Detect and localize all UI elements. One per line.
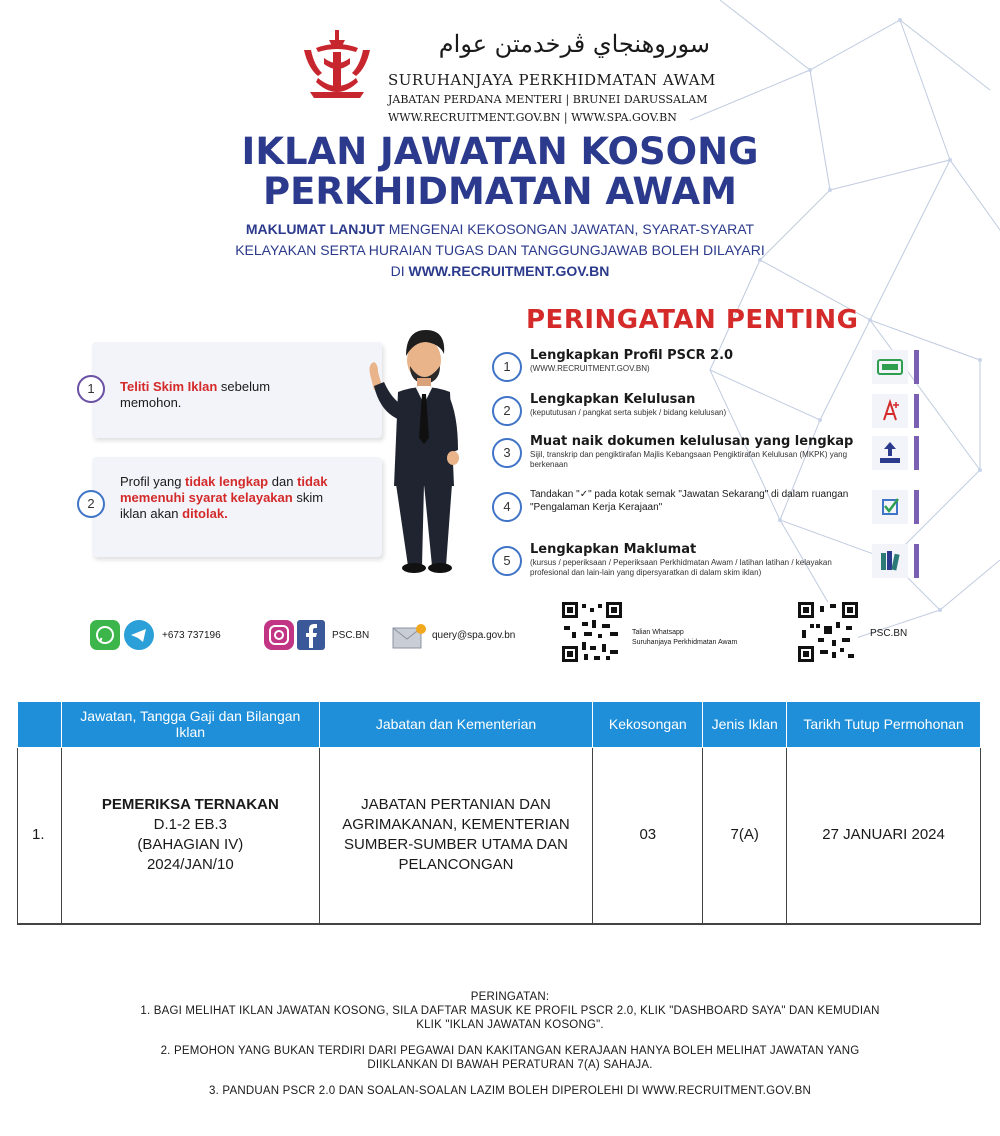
notice-card-1 (87, 342, 382, 438)
info-line3-prefix: DI (390, 263, 405, 279)
notice-text-part: Profil yang (120, 474, 182, 489)
phone-number: +673 737196 (162, 630, 221, 641)
notice-highlight: tidak memenuhi syarat kelayakan (120, 474, 328, 505)
page-title-line2: PERKHIDMATAN AWAM (262, 170, 737, 213)
reminder-item (492, 542, 924, 582)
qr-caption-line2: Suruhanjaya Perkhidmatan Awam (632, 639, 738, 646)
org-department: JABATAN PERDANA MENTERI | BRUNEI DARUSSALAM (388, 93, 708, 106)
reminder-bar (914, 544, 919, 578)
notice-highlight: ditolak. (182, 506, 228, 521)
cell-no: 1. (18, 747, 62, 924)
social-handle: PSC.BN (332, 630, 370, 641)
notice-text-part: dan (271, 474, 294, 489)
reminder-item (492, 392, 924, 432)
reminder-main: Tandakan "✓" pada kotak semak "Jawatan Sekarang" di dalam ruangan "Pengalaman Kerja Kerajaan" (530, 489, 849, 513)
note-item: 2. PEMOHON YANG BUKAN TERDIRI DARI PEGAWAI DAN KAKITANGAN KERAJAAN HANYA BOLEH MELIHAT JAWATAN YANG DIIKLANKAN DI BAWAH PERATURAN 7(A) SAHAJA. (160, 1045, 860, 1071)
notes-title: PERINGATAN: (470, 991, 550, 1003)
upload-icon (872, 436, 908, 470)
reminder-text (530, 434, 860, 470)
col-header-no (18, 702, 62, 747)
reminder-text (530, 348, 860, 374)
network-background (690, 0, 1000, 690)
col-header-jenis: Jenis Iklan (703, 702, 787, 747)
reminder-number: 3 (492, 438, 522, 468)
footer-notes (130, 990, 890, 1110)
reminder-sub: (kepututusan / pangkat serta subjek / bidang kelulusan) (530, 408, 727, 417)
reminder-text (530, 392, 860, 418)
reminder-sub: Sijil, transkrip dan pengiktirafan Majlis Kebangsaan Pengiktirafan Kelulusan (MKPK) yang berkenaan (530, 450, 848, 469)
reminder-main: Lengkapkan Kelulusan (530, 392, 696, 407)
col-header-jawatan: Jawatan, Tangga Gaji dan Bilangan Iklan (61, 702, 319, 747)
notice-number: 2 (77, 490, 105, 518)
col-header-tarikh: Tarikh Tutup Permohonan (787, 702, 981, 747)
reminder-bar (914, 350, 919, 384)
notice-card-2 (87, 457, 382, 557)
instagram-icon[interactable] (264, 620, 294, 650)
checkbox-icon (872, 490, 908, 524)
org-name: SURUHANJAYA PERKHIDMATAN AWAM (388, 71, 716, 89)
reminder-main: Muat naik dokumen kelulusan yang lengkap (530, 434, 854, 449)
qr-caption (632, 628, 737, 648)
reminder-number: 4 (492, 492, 522, 522)
businessman-illustration (362, 322, 480, 574)
ad-number: 2024/JAN/10 (146, 856, 234, 874)
reminder-item (492, 488, 924, 528)
reminder-bar (914, 436, 919, 470)
notice-number: 1 (77, 375, 105, 403)
qr-code-whatsapp[interactable] (562, 602, 622, 662)
reminder-number: 5 (492, 546, 522, 576)
email-address[interactable]: query@spa.gov.bn (432, 630, 516, 641)
info-line1-text: MENGENAI KEKOSONGAN JAWATAN, SYARAT-SYARAT (388, 221, 755, 237)
qr-caption-line1: Talian Whatsapp (632, 629, 684, 636)
id-card-icon (872, 350, 908, 384)
col-header-jabatan: Jabatan dan Kementerian (319, 702, 593, 747)
cell-jabatan: JABATAN PERTANIAN DAN AGRIMAKANAN, KEMENTERIAN SUMBER-SUMBER UTAMA DAN PELANCONGAN (319, 747, 593, 924)
org-name-jawi: سوروهنجاي ڤرخدمتن عوام (438, 30, 710, 58)
reminder-main: Lengkapkan Profil PSCR 2.0 (530, 348, 734, 363)
notice-text (120, 379, 320, 411)
info-line3 (0, 261, 1000, 282)
vacancy-table (17, 702, 981, 925)
reminder-main: Lengkapkan Maklumat (530, 542, 697, 557)
facebook-icon[interactable] (297, 620, 325, 650)
col-header-kekosongan: Kekosongan (593, 702, 703, 747)
cell-kekosongan: 03 (593, 747, 703, 924)
recruitment-link[interactable]: WWW.RECRUITMENT.GOV.BN (408, 263, 610, 279)
peringatan-penting-title: PERINGATAN PENTING (526, 305, 859, 335)
notice-rest: sebelum memohon. (120, 379, 271, 410)
note-item: 3. PANDUAN PSCR 2.0 DAN SOALAN-SOALAN LAZIM BOLEH DIPEROLEHI DI WWW.RECRUITMENT.GOV.BN (209, 1085, 811, 1097)
reminder-sub: (WWW.RECRUITMENT.GOV.BN) (530, 364, 650, 373)
notice-text-part: skim iklan akan (120, 490, 324, 521)
reminder-number: 2 (492, 396, 522, 426)
reminder-bar (914, 394, 919, 428)
reminder-item (492, 434, 924, 474)
cell-jenis: 7(A) (703, 747, 787, 924)
reminder-number: 1 (492, 352, 522, 382)
notice-highlight: Teliti Skim Iklan (120, 379, 218, 394)
reminder-bar (914, 490, 919, 524)
division: (BAHAGIAN IV) (137, 836, 244, 854)
books-icon (872, 544, 908, 578)
page-title-line1: IKLAN JAWATAN KOSONG (241, 130, 759, 173)
reminder-text (530, 488, 860, 514)
qr-code-psc[interactable] (798, 602, 858, 662)
qr-caption-psc: PSC.BN (870, 628, 908, 639)
info-line1 (0, 219, 1000, 240)
reminder-item (492, 348, 924, 388)
job-title: PEMERIKSA TERNAKAN (101, 796, 279, 814)
whatsapp-icon[interactable] (90, 620, 120, 650)
salary-scale: D.1-2 EB.3 (153, 816, 227, 834)
telegram-icon[interactable] (124, 620, 154, 650)
national-crest-logo (296, 28, 378, 110)
org-websites: WWW.RECRUITMENT.GOV.BN | WWW.SPA.GOV.BN (388, 111, 677, 124)
notice-highlight: tidak lengkap (185, 474, 269, 489)
cell-tarikh: 27 JANUARI 2024 (787, 747, 981, 924)
cell-jawatan (61, 747, 319, 924)
table-row (18, 747, 981, 924)
reminder-sub: (kursus / peperiksaan / Peperiksaan Perkhidmatan Awam / latihan latihan / kelayakan profesional dan lain-lain yang dipersyaratkan di dalam skim iklan) (530, 558, 832, 577)
grade-icon (872, 394, 908, 428)
table-header-row (18, 702, 981, 747)
note-item: 1. BAGI MELIHAT IKLAN JAWATAN KOSONG, SILA DAFTAR MASUK KE PROFIL PSCR 2.0, KLIK "DASHBOARD SAYA" DAN KEMUDIAN KLIK "IKLAN JAWATAN KOSONG". (140, 1005, 880, 1031)
mail-icon[interactable] (392, 622, 426, 650)
info-line2: KELAYAKAN SERTA HURAIAN TUGAS DAN TANGGUNGJAWAB BOLEH DILAYARI (235, 242, 765, 258)
reminder-text (530, 542, 860, 578)
notice-text (120, 474, 345, 522)
info-bold: MAKLUMAT LANJUT (245, 221, 385, 237)
